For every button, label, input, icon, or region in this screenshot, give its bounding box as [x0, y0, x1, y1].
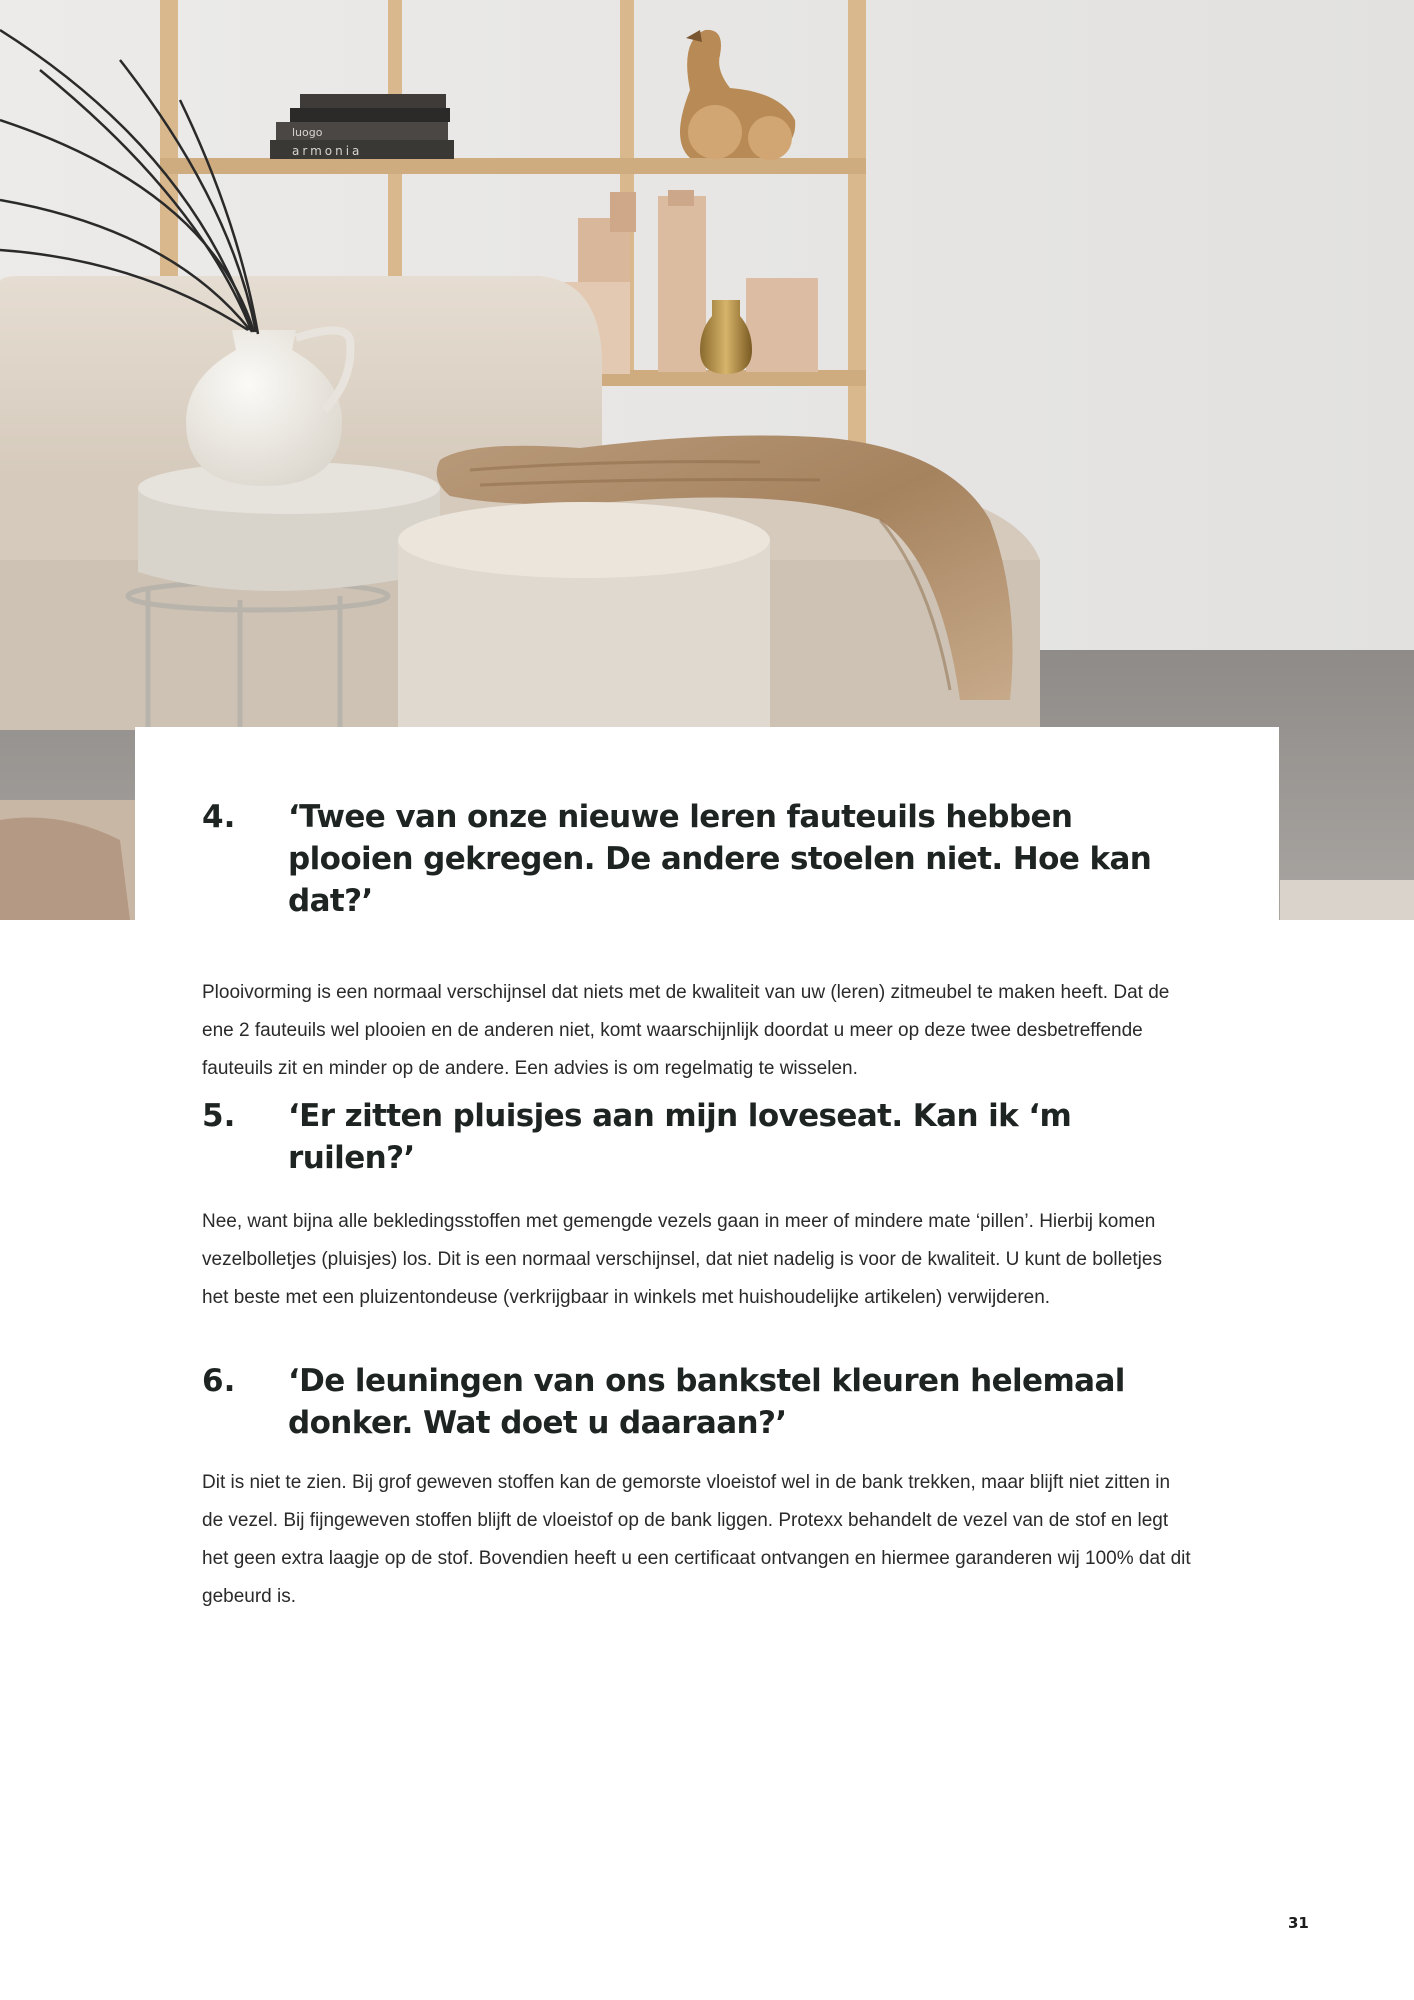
question-number: 5.: [202, 1098, 236, 1134]
answer-text: Plooivorming is een normaal verschijnsel dat niets met de kwaliteit van uw (leren) zitmeubel te maken heeft. Dat de ene 2 fauteuils wel plooien en de anderen niet, komt waarschijnlijk doordat u meer op deze twee desbetreffende fauteuils zit en minder op de andere. Een advies is om regelmatig te wisselen.: [202, 982, 1170, 1079]
svg-text:luogo: luogo: [292, 126, 323, 139]
question-heading: [202, 1095, 1202, 1179]
answer-text: Dit is niet te zien. Bij grof geweven stoffen kan de gemorste vloeistof wel in de bank trekken, maar blijft niet zitten in de vezel. Bij fijngeweven stoffen blijft de vloeistof op de bank liggen. Protexx behandelt de vezel van de stof en legt het geen extra laagje op de stof. Bovendien heeft u een certificaat ontvangen en hiermee garanderen wij 100% dat dit gebeurd is.: [202, 1472, 1191, 1607]
faq-item-5: [202, 1095, 1202, 1317]
question-number: 6.: [202, 1363, 236, 1399]
page-number: 31: [1288, 1914, 1309, 1932]
faq-item-4: [202, 796, 1202, 1088]
question-title: ‘De leuningen van ons bankstel kleuren helemaal donker. Wat doet u daaraan?’: [288, 1363, 1125, 1441]
faq-item-6: [202, 1360, 1202, 1616]
answer-text: Nee, want bijna alle bekledingsstoffen met gemengde vezels gaan in meer of mindere mate ‘pillen’. Hierbij komen vezelbolletjes (pluisjes) los. Dit is een normaal verschijnsel, dat niet nadelig is voor de kwaliteit. U kunt de bolletjes het beste met een pluizentondeuse (verkrijgbaar in winkels met huishoudelijke artikelen) verwijderen.: [202, 1211, 1162, 1308]
question-number: 4.: [202, 799, 236, 835]
question-heading: [202, 796, 1202, 922]
svg-text:armonia: armonia: [292, 144, 363, 158]
question-title: ‘Twee van onze nieuwe leren fauteuils hebben plooien gekregen. De andere stoelen niet. Hoe kan dat?’: [288, 799, 1152, 919]
question-heading: [202, 1360, 1202, 1444]
question-title: ‘Er zitten pluisjes aan mijn loveseat. Kan ik ‘m ruilen?’: [288, 1098, 1072, 1176]
